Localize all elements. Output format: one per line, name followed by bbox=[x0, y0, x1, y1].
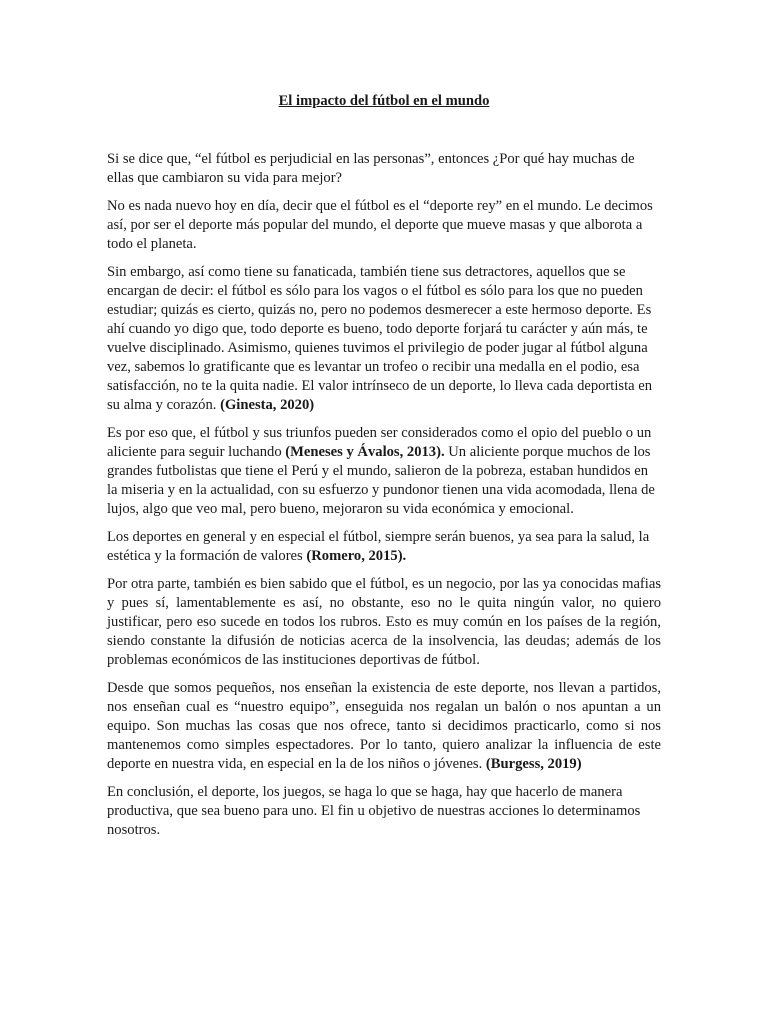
paragraph-text: Es por eso que, el fútbol y sus triunfos pueden ser considerados como el opio del pueblo o un aliciente para seguir luchando bbox=[107, 425, 652, 460]
citation: (Burgess, 2019) bbox=[485, 756, 582, 772]
paragraph-text: Sin embargo, así como tiene su fanaticada, también tiene sus detractores, aquellos que se encargan de decir: el fútbol es sólo para los vagos o el fútbol es sólo para los que no pueden estudiar; quizás es cierto, quizás no, pero no podemos desmerecer a este hermoso deporte. Es ahí cuando yo digo que, todo deporte es bueno, todo deporte forjará tu carácter y aún más, te vuelve disciplinado. Asimismo, quienes tuvimos el privilegio de poder jugar al fútbol alguna vez, sabemos lo gratificante que es levantar un trofeo o recibir una medalla en el podio, esa satisfacción, no te la quita nadie. El valor intrínseco de un deporte, lo lleva cada deportista en su alma y corazón. bbox=[107, 264, 653, 413]
paragraph-text: En conclusión, el deporte, los juegos, se haga lo que se haga, hay que hacerlo de manera productiva, que sea bueno para uno. El fin u objetivo de nuestras acciones lo determinamos nosotros. bbox=[107, 784, 641, 838]
paragraph-text: Desde que somos pequeños, nos enseñan la existencia de este deporte, nos llevan a partidos, nos enseñan cual es “nuestro equipo”, enseguida nos regalan un balón o nos apuntan a un equipo. Son muchas las cosas que nos ofrece, tanto si decidimos practicarlo, como si nos mantenemos como simples espectadores. Por lo tanto, quiero analizar la influencia de este deporte en nuestra vida, en especial en la de los niños o jóvenes. bbox=[107, 680, 661, 772]
paragraph-3 bbox=[107, 263, 661, 415]
paragraph-4 bbox=[107, 424, 661, 519]
document-body bbox=[107, 150, 661, 849]
citation: (Ginesta, 2020) bbox=[220, 397, 315, 413]
paragraph-2 bbox=[107, 197, 661, 254]
paragraph-text: Un aliciente porque muchos de los grandes futbolistas que tiene el Perú y el mundo, salieron de la pobreza, estaban hundidos en la miseria y en la actualidad, con su esfuerzo y pundonor tienen una vida acomodada, llena de lujos, algo que veo mal, pero bueno, mejoraron su vida económica y emocional. bbox=[107, 444, 655, 517]
citation: (Meneses y Ávalos, 2013). bbox=[285, 444, 445, 460]
paragraph-8 bbox=[107, 783, 661, 840]
document-title: El impacto del fútbol en el mundo bbox=[278, 93, 490, 109]
paragraph-text: Si se dice que, “el fútbol es perjudicial en las personas”, entonces ¿Por qué hay muchas de ellas que cambiaron su vida para mejor? bbox=[107, 151, 635, 186]
paragraph-5 bbox=[107, 528, 661, 566]
paragraph-text: Por otra parte, también es bien sabido que el fútbol, es un negocio, por las ya conocidas mafias y pues sí, lamentablemente es así, no obstante, eso no le quita ningún valor, no quiero justificar, pero eso sucede en todos los rubros. Esto es muy común en los países de la región, siendo constante la difusión de noticias acerca de la insolvencia, las deudas; además de los problemas económicos de las instituciones deportivas de fútbol. bbox=[107, 576, 661, 668]
paragraph-text: No es nada nuevo hoy en día, decir que el fútbol es el “deporte rey” en el mundo. Le decimos así, por ser el deporte más popular del mundo, el deporte que mueve masas y que alborota a todo el planeta. bbox=[107, 198, 653, 252]
paragraph-1 bbox=[107, 150, 661, 188]
paragraph-6 bbox=[107, 575, 661, 670]
paragraph-text: Los deportes en general y en especial el fútbol, siempre serán buenos, ya sea para la salud, la estética y la formación de valores bbox=[107, 529, 650, 564]
paragraph-7 bbox=[107, 679, 661, 774]
citation: (Romero, 2015). bbox=[306, 548, 407, 564]
